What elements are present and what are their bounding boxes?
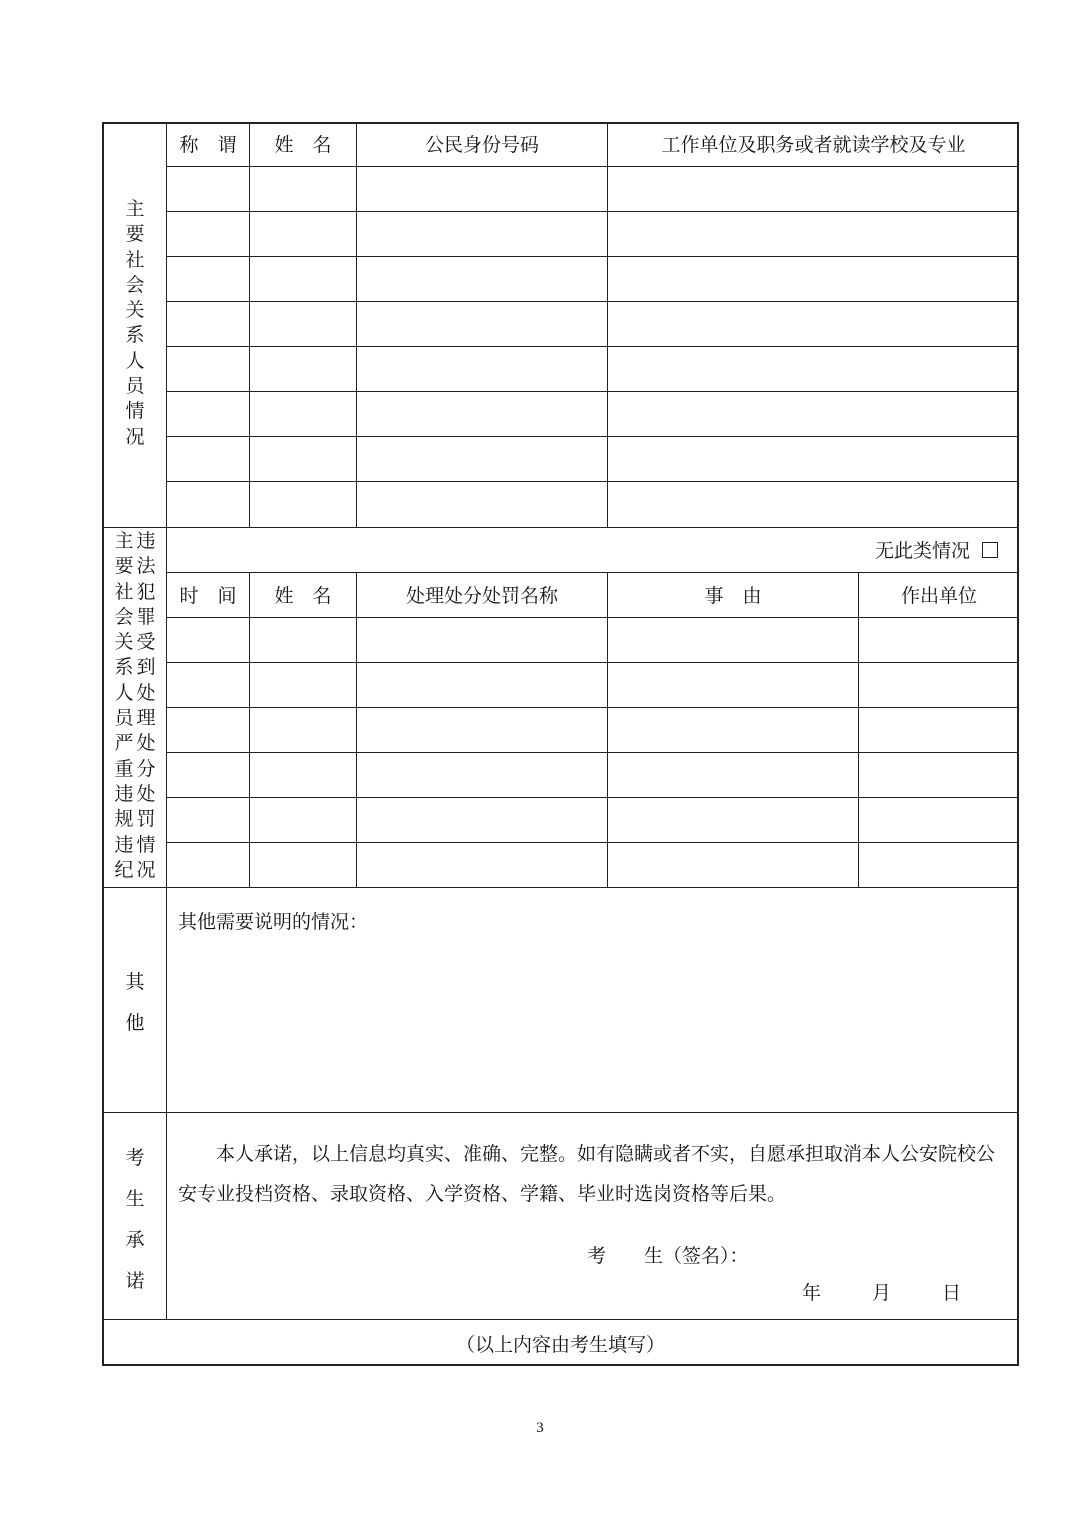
cell-workplace-input[interactable]: [608, 392, 1019, 436]
label-char: 诺: [125, 1270, 145, 1292]
label-char: 系: [125, 324, 145, 347]
table-row: [167, 708, 1019, 752]
no-such-case-label: 无此类情况: [874, 540, 970, 562]
table-row: [167, 437, 1019, 481]
cell-reason-input[interactable]: [608, 618, 858, 662]
section-social-relations-label: [123, 197, 147, 450]
header-issuing-unit: 作出单位: [900, 585, 977, 607]
cell-name-input[interactable]: [250, 663, 356, 707]
signature-field[interactable]: [750, 1240, 1010, 1272]
cell-time-input[interactable]: [167, 753, 249, 797]
cell-time-input[interactable]: [167, 843, 249, 887]
label-char: 主: [114, 530, 134, 552]
label-char: 关: [125, 299, 145, 322]
cell-name-input[interactable]: [250, 753, 356, 797]
label-char: 会: [114, 605, 134, 628]
section-other-label: [123, 962, 147, 1044]
cell-name-input[interactable]: [250, 437, 356, 481]
cell-reason-input[interactable]: [608, 753, 858, 797]
table-row: [167, 843, 1019, 887]
cell-name-input[interactable]: [250, 618, 356, 662]
section-promise-label: [123, 1138, 147, 1302]
other-info-input[interactable]: [168, 940, 1018, 1110]
cell-penalty-input[interactable]: [357, 618, 607, 662]
table-row: [167, 392, 1019, 436]
cell-workplace-input[interactable]: [608, 437, 1019, 481]
label-char: 况: [136, 858, 156, 881]
cell-name-input[interactable]: [250, 302, 356, 346]
table-row: [167, 257, 1019, 301]
cell-reason-input[interactable]: [608, 663, 858, 707]
cell-unit-input[interactable]: [859, 708, 1019, 752]
label-char: 犯: [136, 580, 156, 603]
label-char: 社: [125, 248, 145, 271]
label-char: 社: [114, 580, 134, 603]
cell-time-input[interactable]: [167, 618, 249, 662]
cell-penalty-input[interactable]: [357, 843, 607, 887]
label-char: 员: [125, 375, 145, 398]
no-such-case-checkbox[interactable]: [982, 542, 998, 558]
label-char: 处: [136, 782, 156, 805]
label-char: 罚: [136, 808, 156, 831]
header-workplace: 工作单位及职务或者就读学校及专业: [661, 134, 966, 156]
label-char: 纪: [114, 858, 134, 881]
header-penalty-name: 处理处分处罚名称: [405, 585, 558, 607]
cell-relation-input[interactable]: [167, 212, 249, 256]
label-char: 规: [114, 808, 134, 831]
header-relation: 称 谓: [179, 134, 237, 156]
cell-relation-input[interactable]: [167, 392, 249, 436]
cell-workplace-input[interactable]: [608, 482, 1019, 526]
cell-name-input[interactable]: [250, 843, 356, 887]
label-char: 严: [114, 732, 134, 755]
table-row: [167, 663, 1019, 707]
label-char: 承: [125, 1229, 145, 1251]
label-char: 违: [114, 782, 134, 805]
cell-unit-input[interactable]: [859, 753, 1019, 797]
date-day-label: 日: [942, 1282, 962, 1304]
label-char: 违: [114, 833, 134, 856]
cell-relation-input[interactable]: [167, 437, 249, 481]
cell-unit-input[interactable]: [859, 843, 1019, 887]
table-row: [167, 753, 1019, 797]
page-number: 3: [536, 1420, 544, 1436]
label-char: 情: [136, 833, 156, 856]
signature-label: 考 生（签名）：: [587, 1245, 749, 1267]
cell-workplace-input[interactable]: [608, 212, 1019, 256]
header-name: 姓 名: [274, 134, 332, 156]
label-char: 他: [125, 1012, 145, 1034]
header-id-number: 公民身份号码: [424, 134, 539, 156]
cell-time-input[interactable]: [167, 708, 249, 752]
cell-workplace-input[interactable]: [608, 347, 1019, 391]
promise-text: 本人承诺，以上信息均真实、准确、完整。如有隐瞒或者不实，自愿承担取消本人公安院校公安专业投档资格、录取资格、入学资格、学籍、毕业时选岗资格等后果。: [178, 1143, 996, 1205]
label-char: 要: [125, 223, 145, 246]
promise-statement: [178, 1134, 1013, 1214]
cell-penalty-input[interactable]: [357, 663, 607, 707]
label-char: 分: [136, 757, 156, 780]
cell-workplace-input[interactable]: [608, 257, 1019, 301]
header-time: 时 间: [179, 585, 237, 607]
table-row: [167, 212, 1019, 256]
label-column-2: [135, 529, 157, 883]
cell-name-input[interactable]: [250, 167, 356, 211]
cell-id-input[interactable]: [357, 302, 607, 346]
cell-id-input[interactable]: [357, 437, 607, 481]
label-char: 理: [136, 707, 156, 730]
cell-name-input[interactable]: [250, 482, 356, 526]
cell-unit-input[interactable]: [859, 618, 1019, 662]
cell-id-input[interactable]: [357, 257, 607, 301]
table-row: [167, 618, 1019, 662]
cell-id-input[interactable]: [357, 167, 607, 211]
label-char: 处: [136, 732, 156, 755]
table-row: [167, 302, 1019, 346]
label-char: 人: [125, 349, 145, 372]
table-row: [167, 347, 1019, 391]
date-month-label: 月: [872, 1282, 892, 1304]
label-char: 会: [125, 273, 145, 296]
table-row: [167, 167, 1019, 211]
cell-name-input[interactable]: [250, 798, 356, 842]
cell-relation-input[interactable]: [167, 257, 249, 301]
cell-workplace-input[interactable]: [608, 302, 1019, 346]
label-char: 生: [125, 1188, 145, 1210]
cell-unit-input[interactable]: [859, 663, 1019, 707]
cell-reason-input[interactable]: [608, 708, 858, 752]
cell-unit-input[interactable]: [859, 798, 1019, 842]
cell-penalty-input[interactable]: [357, 753, 607, 797]
cell-time-input[interactable]: [167, 663, 249, 707]
no-such-case-option[interactable]: [875, 540, 998, 562]
other-info-prompt: 其他需要说明的情况：: [178, 911, 369, 933]
label-char: 违: [136, 530, 156, 552]
cell-name-input[interactable]: [250, 708, 356, 752]
label-char: 受: [136, 631, 156, 654]
label-char: 系: [114, 656, 134, 679]
cell-name-input[interactable]: [250, 347, 356, 391]
cell-workplace-input[interactable]: [608, 167, 1019, 211]
label-char: 关: [114, 631, 134, 654]
label-char: 况: [125, 425, 145, 448]
header-reason: 事 由: [704, 585, 762, 607]
cell-relation-input[interactable]: [167, 482, 249, 526]
label-char: 罪: [136, 605, 156, 628]
cell-relation-input[interactable]: [167, 347, 249, 391]
cell-penalty-input[interactable]: [357, 708, 607, 752]
cell-id-input[interactable]: [357, 392, 607, 436]
cell-time-input[interactable]: [167, 798, 249, 842]
table-row: [167, 798, 1019, 842]
label-char: 到: [136, 656, 156, 679]
cell-name-input[interactable]: [250, 257, 356, 301]
label-char: 要: [114, 555, 134, 578]
table-row: [167, 482, 1019, 526]
label-char: 情: [125, 400, 145, 423]
cell-penalty-input[interactable]: [357, 798, 607, 842]
cell-name-input[interactable]: [250, 392, 356, 436]
cell-relation-input[interactable]: [167, 167, 249, 211]
section-violations-label: [113, 529, 157, 883]
date-year-label: 年: [802, 1282, 822, 1304]
cell-relation-input[interactable]: [167, 302, 249, 346]
footer-note: （以上内容由考生填写）: [455, 1334, 665, 1356]
label-column-1: [113, 529, 135, 883]
cell-id-input[interactable]: [357, 482, 607, 526]
cell-reason-input[interactable]: [608, 798, 858, 842]
cell-reason-input[interactable]: [608, 843, 858, 887]
label-char: 其: [125, 971, 145, 993]
header-name: 姓 名: [274, 585, 332, 607]
cell-name-input[interactable]: [250, 212, 356, 256]
cell-id-input[interactable]: [357, 347, 607, 391]
label-char: 考: [125, 1147, 145, 1169]
label-char: 人: [114, 681, 134, 704]
label-char: 法: [136, 555, 156, 578]
label-char: 重: [114, 757, 134, 780]
label-char: 处: [136, 681, 156, 704]
cell-id-input[interactable]: [357, 212, 607, 256]
label-char: 员: [114, 707, 134, 730]
label-char: 主: [125, 198, 145, 220]
